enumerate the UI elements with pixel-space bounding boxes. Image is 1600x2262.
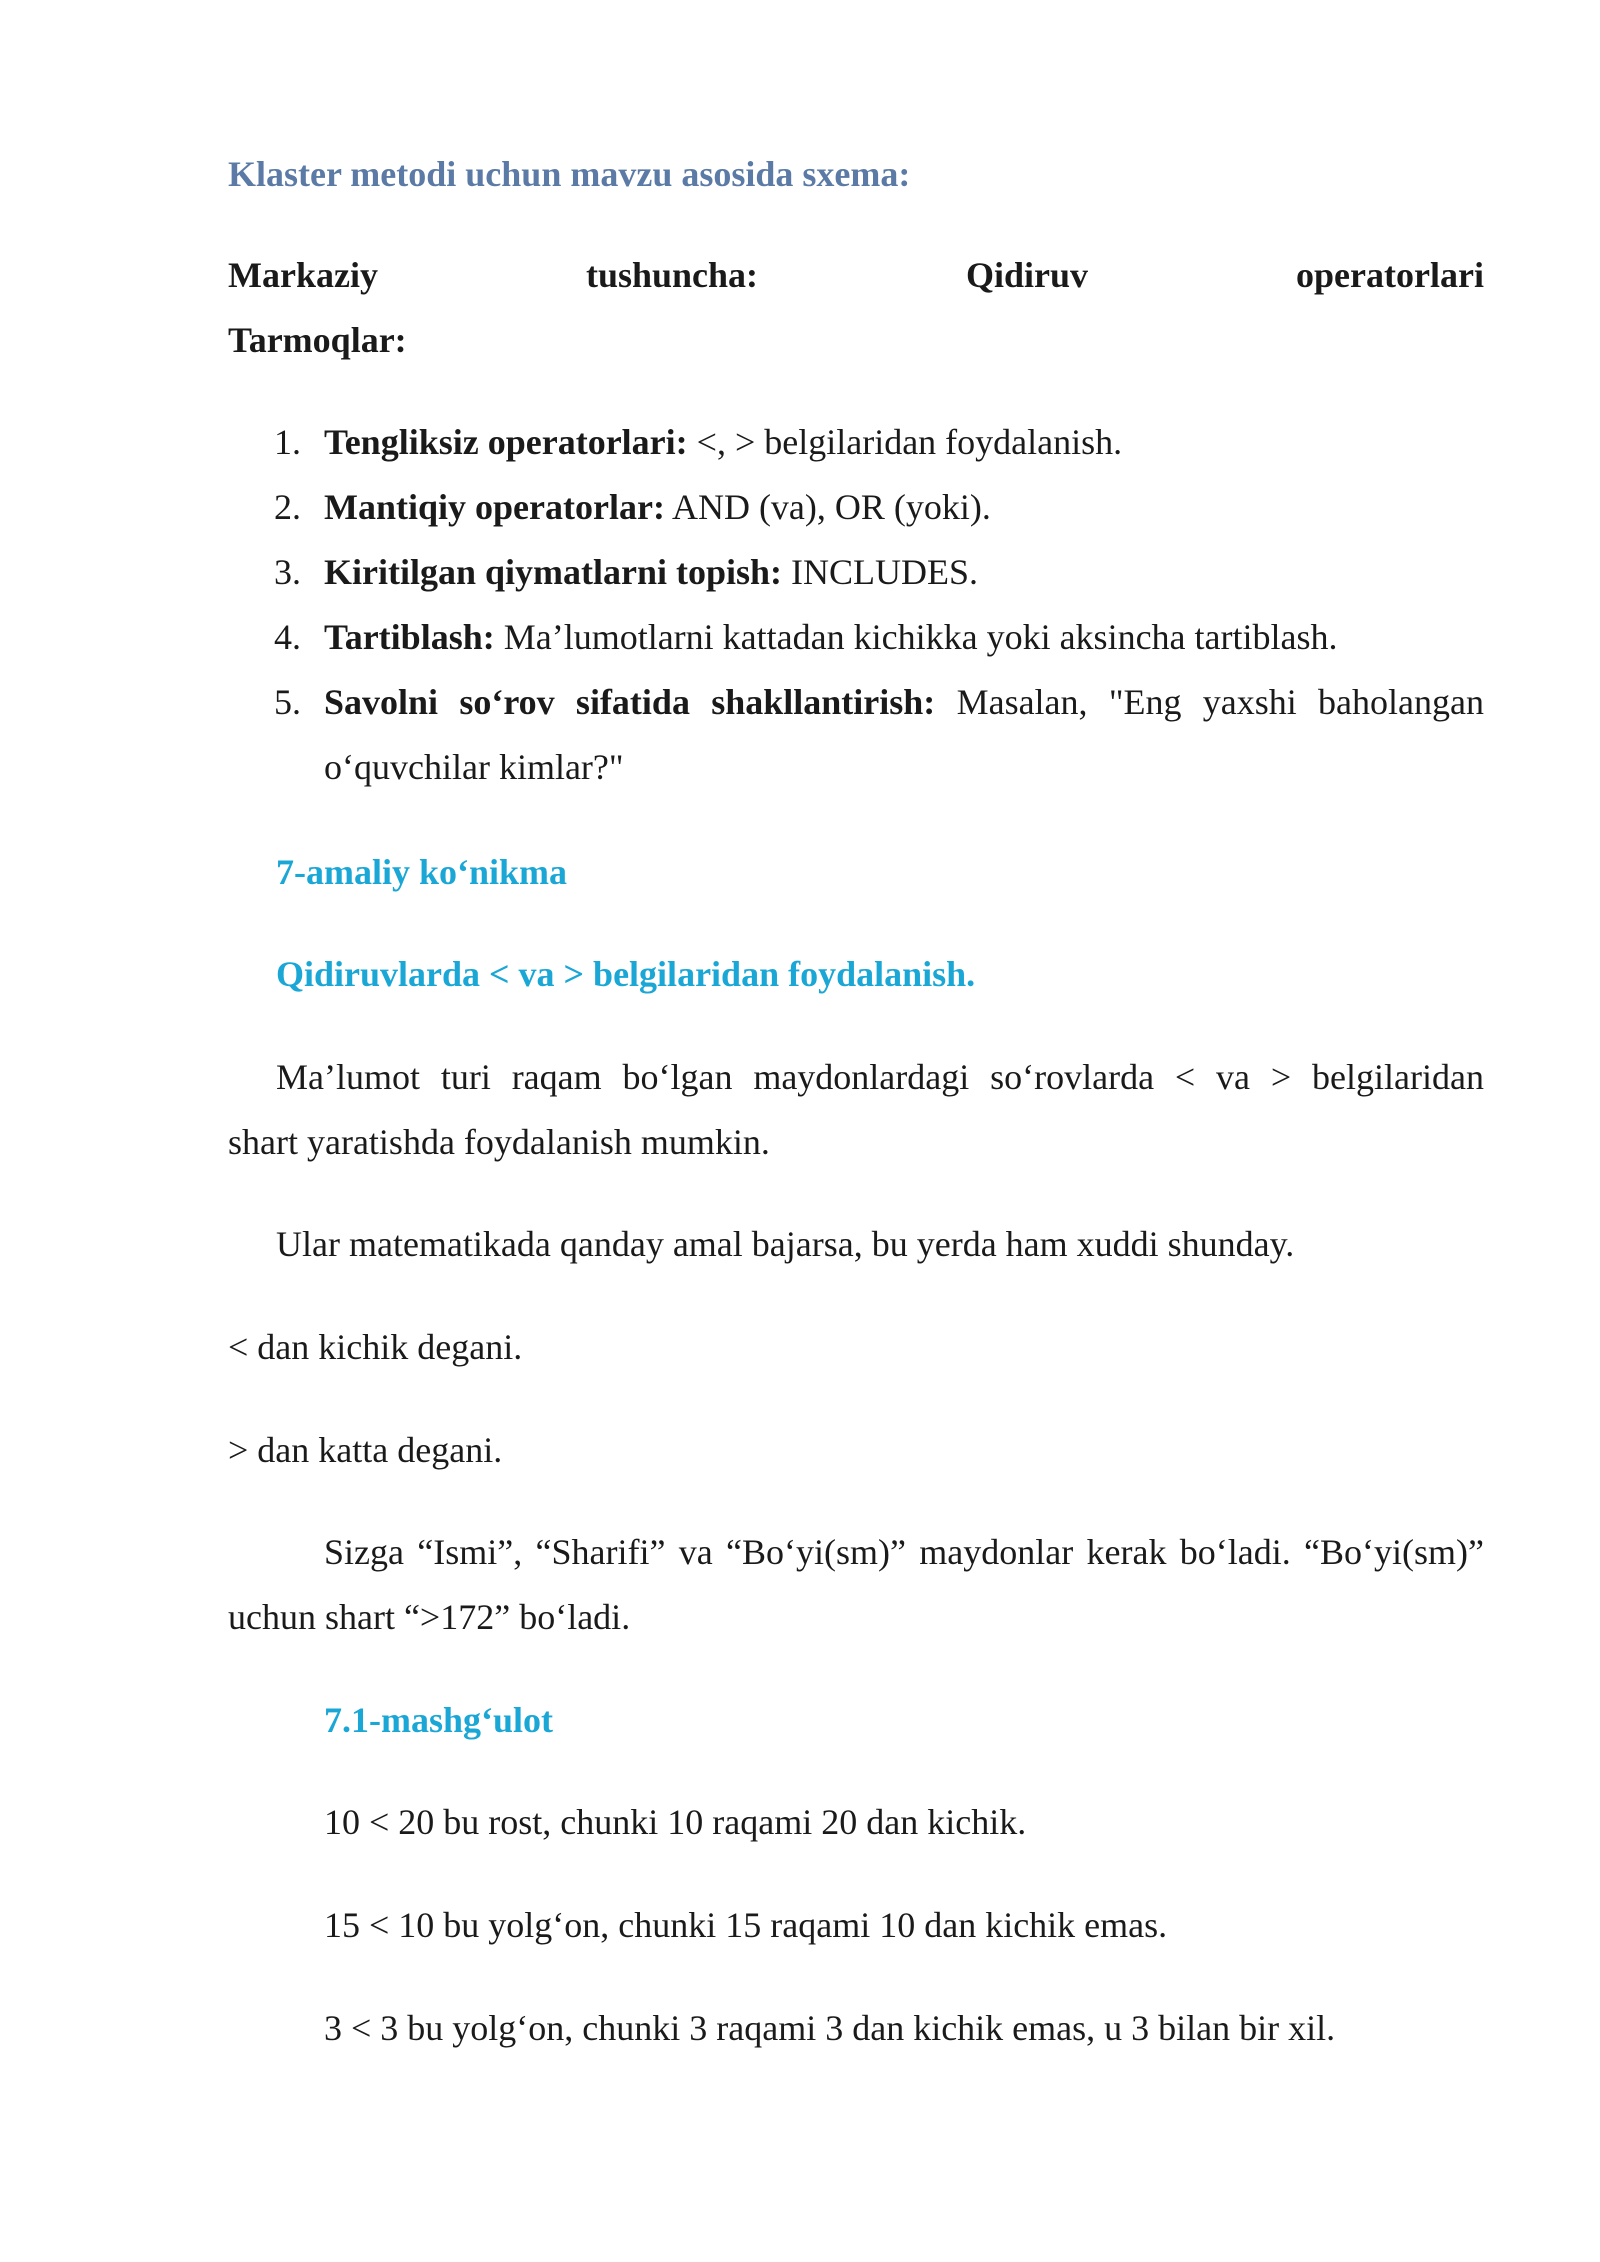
list-item-5-continuation: o‘quvchilar kimlar?": [324, 747, 624, 787]
list-item-text: Ma’lumotlarni kattadan kichikka yoki aksincha tartiblash.: [494, 617, 1338, 657]
list-item-bold: Tengliksiz operatorlari:: [324, 422, 688, 462]
list-item-2: [324, 485, 991, 529]
list-item-text: INCLUDES.: [782, 552, 979, 592]
list-number-5: 5.: [274, 682, 301, 722]
paragraph-1-line-1: Ma’lumot turi raqam bo‘lgan maydonlardagi so‘rovlarda < va > belgilaridan: [276, 1057, 1484, 1097]
list-number-3: 3.: [274, 552, 301, 592]
central-word-4: operatorlari: [1296, 255, 1484, 295]
exercise-heading: 7.1-mashg‘ulot: [324, 1700, 554, 1740]
central-word-2: tushuncha:: [585, 255, 759, 295]
list-item-bold: Tartiblash:: [324, 617, 495, 657]
greater-than-definition: > dan katta degani.: [228, 1430, 503, 1470]
list-item-bold: Savolni so‘rov sifatida shakllantirish:: [324, 682, 936, 722]
list-number-1: 1.: [274, 422, 301, 462]
list-number-2: 2.: [274, 487, 301, 527]
less-than-definition: < dan kichik degani.: [228, 1327, 523, 1367]
paragraph-1-line-2: shart yaratishda foydalanish mumkin.: [228, 1122, 770, 1162]
list-item-4: [324, 615, 1337, 659]
example-2: 15 < 10 bu yolg‘on, chunki 15 raqami 10 dan kichik emas.: [324, 1905, 1168, 1945]
list-item-3: [324, 550, 978, 594]
example-3: 3 < 3 bu yolg‘on, chunki 3 raqami 3 dan kichik emas, u 3 bilan bir xil.: [324, 2008, 1336, 2048]
section-subheading: Qidiruvlarda < va > belgilaridan foydalanish.: [276, 954, 976, 994]
list-item-5: [324, 680, 1484, 724]
list-item-text: <, > belgilaridan foydalanish.: [687, 422, 1123, 462]
list-item-bold: Mantiqiy operatorlar:: [324, 487, 665, 527]
list-item-1: [324, 420, 1122, 464]
list-item-text: Masalan, "Eng yaxshi baholangan: [935, 682, 1484, 722]
list-number-4: 4.: [274, 617, 301, 657]
example-1: 10 < 20 bu rost, chunki 10 raqami 20 dan kichik.: [324, 1802, 1027, 1842]
branches-label: Tarmoqlar:: [228, 320, 407, 360]
central-word-3: Qidiruv: [966, 255, 1089, 295]
list-item-bold: Kiritilgan qiymatlarni topish:: [324, 552, 783, 592]
paragraph-2: Ular matematikada qanday amal bajarsa, bu yerda ham xuddi shunday.: [276, 1224, 1295, 1264]
central-concept-line: [228, 253, 1484, 297]
cluster-heading: Klaster metodi uchun mavzu asosida sxema:: [228, 154, 911, 194]
paragraph-3-line-2: uchun shart “>172” bo‘ladi.: [228, 1597, 631, 1637]
paragraph-3-line-1: Sizga “Ismi”, “Sharifi” va “Bo‘yi(sm)” maydonlar kerak bo‘ladi. “Bo‘yi(sm)”: [324, 1532, 1484, 1572]
central-word-1: Markaziy: [228, 255, 378, 295]
section-heading: 7-amaliy ko‘nikma: [276, 852, 568, 892]
list-item-text: AND (va), OR (yoki).: [664, 487, 991, 527]
